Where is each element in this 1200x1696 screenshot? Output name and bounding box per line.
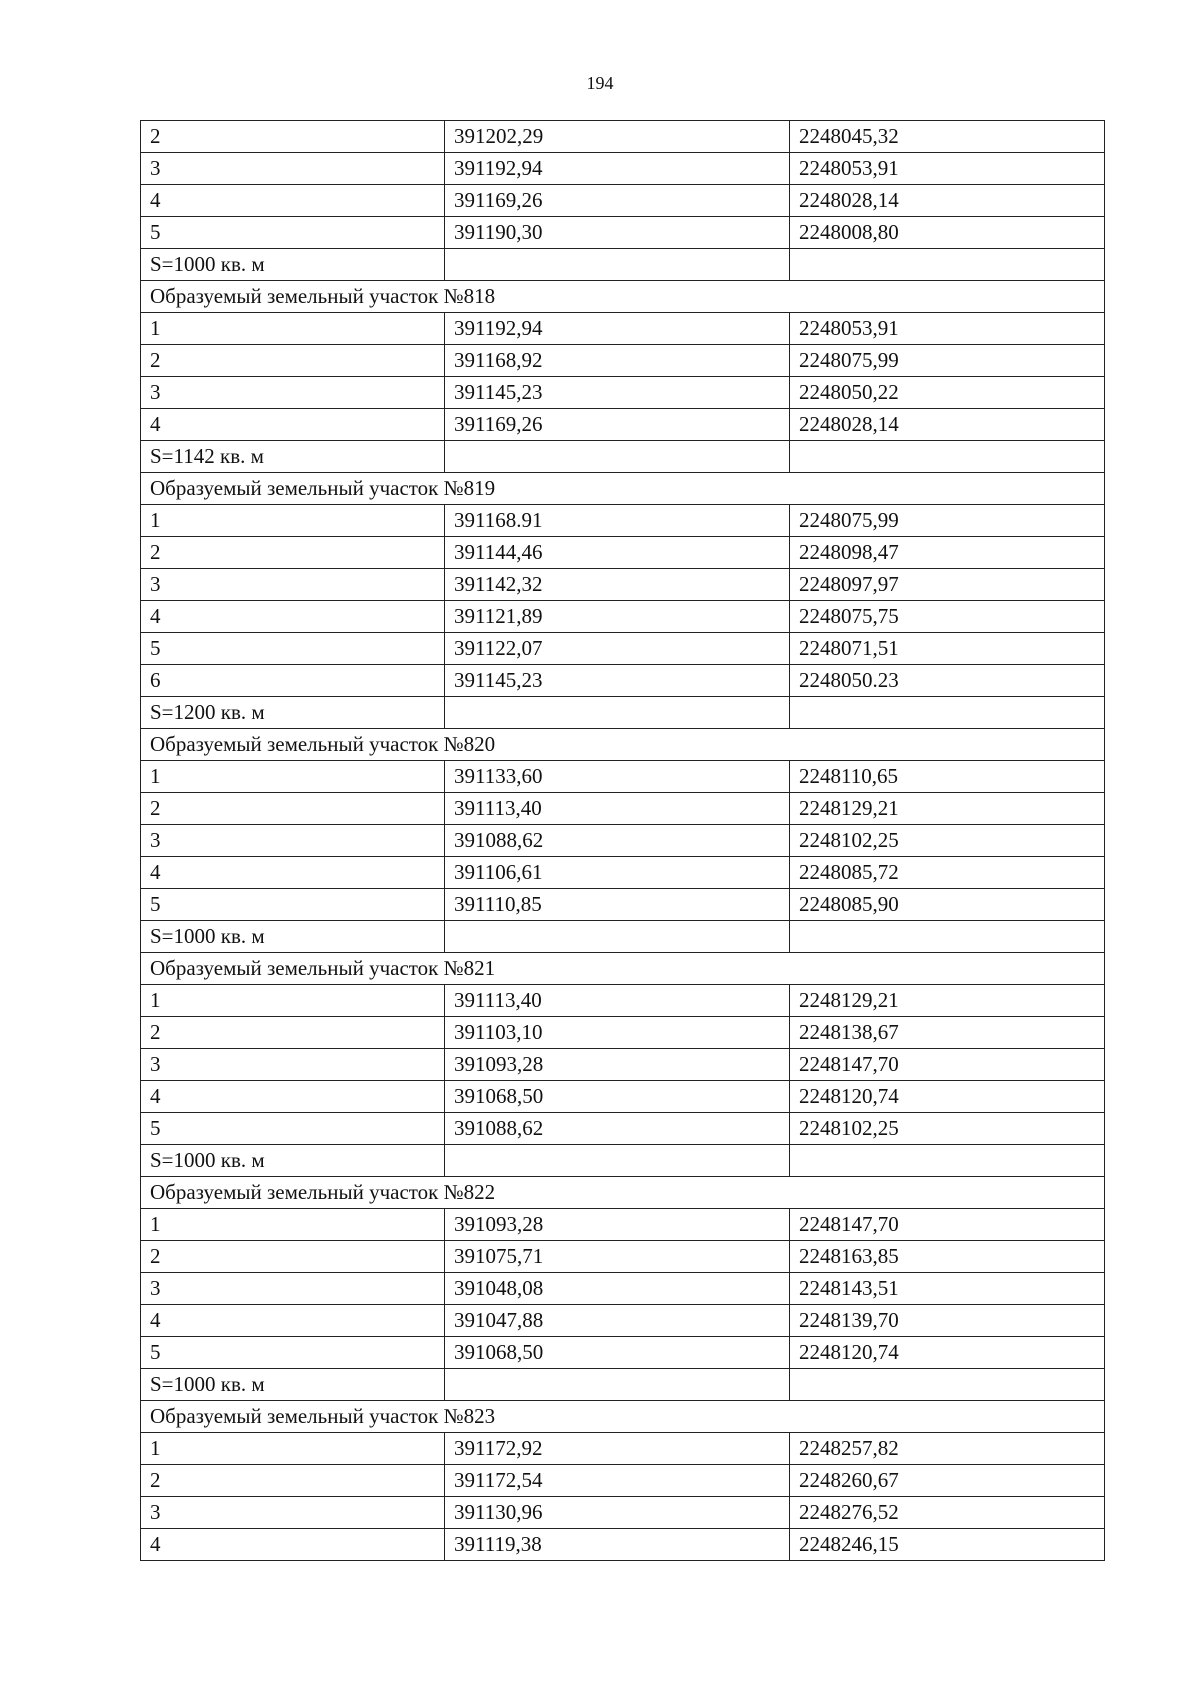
point-row [141, 1113, 1105, 1145]
x-coordinate-cell: 391088,62 [445, 825, 790, 857]
point-number-cell: 5 [141, 1337, 445, 1369]
x-coordinate-cell: 391093,28 [445, 1049, 790, 1081]
point-number-cell: 1 [141, 1209, 445, 1241]
y-coordinate-cell: 2248053,91 [790, 313, 1105, 345]
point-number-cell: 4 [141, 409, 445, 441]
point-number-cell: 2 [141, 1241, 445, 1273]
point-row [141, 121, 1105, 153]
point-row [141, 217, 1105, 249]
y-coordinate-cell: 2248129,21 [790, 985, 1105, 1017]
x-coordinate-cell: 391172,54 [445, 1465, 790, 1497]
point-row [141, 825, 1105, 857]
y-coordinate-cell: 2248053,91 [790, 153, 1105, 185]
point-row [141, 985, 1105, 1017]
x-coordinate-cell [445, 697, 790, 729]
y-coordinate-cell: 2248120,74 [790, 1081, 1105, 1113]
point-number-cell: 2 [141, 1465, 445, 1497]
parcel-title: Образуемый земельный участок №823 [141, 1401, 1105, 1433]
point-row [141, 1049, 1105, 1081]
area-row [141, 697, 1105, 729]
area-row [141, 921, 1105, 953]
y-coordinate-cell: 2248110,65 [790, 761, 1105, 793]
x-coordinate-cell: 391168,92 [445, 345, 790, 377]
y-coordinate-cell: 2248071,51 [790, 633, 1105, 665]
point-row [141, 1017, 1105, 1049]
x-coordinate-cell: 391093,28 [445, 1209, 790, 1241]
area-row [141, 441, 1105, 473]
parcel-header-row [141, 473, 1105, 505]
y-coordinate-cell: 2248276,52 [790, 1497, 1105, 1529]
point-row [141, 313, 1105, 345]
point-number-cell: 1 [141, 985, 445, 1017]
point-number-cell: 4 [141, 1081, 445, 1113]
x-coordinate-cell [445, 249, 790, 281]
y-coordinate-cell [790, 1145, 1105, 1177]
parcel-title: Образуемый земельный участок №822 [141, 1177, 1105, 1209]
area-value-cell: S=1000 кв. м [141, 1369, 445, 1401]
point-number-cell: 3 [141, 153, 445, 185]
x-coordinate-cell: 391133,60 [445, 761, 790, 793]
y-coordinate-cell: 2248075,99 [790, 505, 1105, 537]
y-coordinate-cell: 2248085,90 [790, 889, 1105, 921]
y-coordinate-cell [790, 249, 1105, 281]
point-number-cell: 2 [141, 793, 445, 825]
x-coordinate-cell [445, 921, 790, 953]
x-coordinate-cell: 391122,07 [445, 633, 790, 665]
y-coordinate-cell: 2248260,67 [790, 1465, 1105, 1497]
y-coordinate-cell: 2248085,72 [790, 857, 1105, 889]
x-coordinate-cell: 391190,30 [445, 217, 790, 249]
y-coordinate-cell: 2248028,14 [790, 409, 1105, 441]
parcel-header-row [141, 1177, 1105, 1209]
point-row [141, 601, 1105, 633]
x-coordinate-cell: 391130,96 [445, 1497, 790, 1529]
point-row [141, 1305, 1105, 1337]
point-row [141, 793, 1105, 825]
point-number-cell: 2 [141, 121, 445, 153]
point-number-cell: 3 [141, 1049, 445, 1081]
x-coordinate-cell: 391103,10 [445, 1017, 790, 1049]
point-row [141, 1497, 1105, 1529]
y-coordinate-cell: 2248129,21 [790, 793, 1105, 825]
point-row [141, 889, 1105, 921]
point-row [141, 1273, 1105, 1305]
x-coordinate-cell: 391192,94 [445, 313, 790, 345]
y-coordinate-cell: 2248028,14 [790, 185, 1105, 217]
x-coordinate-cell: 391202,29 [445, 121, 790, 153]
area-value-cell: S=1142 кв. м [141, 441, 445, 473]
area-value-cell: S=1000 кв. м [141, 1145, 445, 1177]
y-coordinate-cell [790, 1369, 1105, 1401]
point-number-cell: 4 [141, 1529, 445, 1561]
y-coordinate-cell: 2248050.23 [790, 665, 1105, 697]
coordinates-table [140, 120, 1105, 1561]
area-value-cell: S=1000 кв. м [141, 249, 445, 281]
y-coordinate-cell: 2248246,15 [790, 1529, 1105, 1561]
x-coordinate-cell: 391088,62 [445, 1113, 790, 1145]
x-coordinate-cell: 391068,50 [445, 1081, 790, 1113]
point-row [141, 1465, 1105, 1497]
point-number-cell: 4 [141, 857, 445, 889]
point-number-cell: 3 [141, 1273, 445, 1305]
area-value-cell: S=1000 кв. м [141, 921, 445, 953]
point-row [141, 1433, 1105, 1465]
point-number-cell: 1 [141, 505, 445, 537]
point-number-cell: 5 [141, 633, 445, 665]
point-row [141, 569, 1105, 601]
x-coordinate-cell: 391047,88 [445, 1305, 790, 1337]
point-row [141, 185, 1105, 217]
x-coordinate-cell: 391113,40 [445, 793, 790, 825]
x-coordinate-cell [445, 1145, 790, 1177]
x-coordinate-cell: 391168.91 [445, 505, 790, 537]
y-coordinate-cell: 2248097,97 [790, 569, 1105, 601]
x-coordinate-cell: 391144,46 [445, 537, 790, 569]
area-row [141, 1145, 1105, 1177]
x-coordinate-cell: 391048,08 [445, 1273, 790, 1305]
point-number-cell: 1 [141, 761, 445, 793]
y-coordinate-cell: 2248102,25 [790, 825, 1105, 857]
x-coordinate-cell: 391110,85 [445, 889, 790, 921]
parcel-title: Образуемый земельный участок №819 [141, 473, 1105, 505]
coordinates-table-body [141, 121, 1105, 1561]
point-row [141, 1337, 1105, 1369]
x-coordinate-cell: 391192,94 [445, 153, 790, 185]
point-number-cell: 2 [141, 1017, 445, 1049]
point-row [141, 857, 1105, 889]
x-coordinate-cell: 391169,26 [445, 185, 790, 217]
parcel-title: Образуемый земельный участок №818 [141, 281, 1105, 313]
x-coordinate-cell: 391172,92 [445, 1433, 790, 1465]
y-coordinate-cell: 2248098,47 [790, 537, 1105, 569]
point-number-cell: 4 [141, 601, 445, 633]
y-coordinate-cell: 2248147,70 [790, 1209, 1105, 1241]
point-row [141, 1209, 1105, 1241]
point-number-cell: 4 [141, 185, 445, 217]
y-coordinate-cell: 2248045,32 [790, 121, 1105, 153]
y-coordinate-cell: 2248163,85 [790, 1241, 1105, 1273]
point-row [141, 761, 1105, 793]
y-coordinate-cell: 2248147,70 [790, 1049, 1105, 1081]
y-coordinate-cell: 2248143,51 [790, 1273, 1105, 1305]
point-row [141, 1529, 1105, 1561]
x-coordinate-cell: 391121,89 [445, 601, 790, 633]
x-coordinate-cell [445, 441, 790, 473]
point-number-cell: 3 [141, 569, 445, 601]
y-coordinate-cell: 2248075,99 [790, 345, 1105, 377]
point-row [141, 633, 1105, 665]
point-number-cell: 5 [141, 889, 445, 921]
point-number-cell: 5 [141, 1113, 445, 1145]
point-row [141, 665, 1105, 697]
point-row [141, 1081, 1105, 1113]
x-coordinate-cell: 391169,26 [445, 409, 790, 441]
y-coordinate-cell [790, 441, 1105, 473]
x-coordinate-cell: 391145,23 [445, 377, 790, 409]
y-coordinate-cell: 2248050,22 [790, 377, 1105, 409]
y-coordinate-cell: 2248257,82 [790, 1433, 1105, 1465]
x-coordinate-cell: 391068,50 [445, 1337, 790, 1369]
area-row [141, 249, 1105, 281]
point-row [141, 153, 1105, 185]
parcel-header-row [141, 1401, 1105, 1433]
area-row [141, 1369, 1105, 1401]
point-number-cell: 2 [141, 345, 445, 377]
x-coordinate-cell: 391106,61 [445, 857, 790, 889]
parcel-header-row [141, 729, 1105, 761]
x-coordinate-cell: 391142,32 [445, 569, 790, 601]
point-number-cell: 2 [141, 537, 445, 569]
y-coordinate-cell: 2248075,75 [790, 601, 1105, 633]
y-coordinate-cell: 2248102,25 [790, 1113, 1105, 1145]
point-number-cell: 5 [141, 217, 445, 249]
page-number: 194 [586, 73, 614, 93]
x-coordinate-cell: 391119,38 [445, 1529, 790, 1561]
point-row [141, 377, 1105, 409]
point-row [141, 1241, 1105, 1273]
area-value-cell: S=1200 кв. м [141, 697, 445, 729]
x-coordinate-cell: 391113,40 [445, 985, 790, 1017]
parcel-header-row [141, 281, 1105, 313]
point-number-cell: 6 [141, 665, 445, 697]
point-row [141, 505, 1105, 537]
x-coordinate-cell [445, 1369, 790, 1401]
point-number-cell: 1 [141, 313, 445, 345]
y-coordinate-cell: 2248138,67 [790, 1017, 1105, 1049]
point-row [141, 409, 1105, 441]
point-row [141, 537, 1105, 569]
x-coordinate-cell: 391075,71 [445, 1241, 790, 1273]
y-coordinate-cell [790, 921, 1105, 953]
y-coordinate-cell: 2248008,80 [790, 217, 1105, 249]
y-coordinate-cell: 2248120,74 [790, 1337, 1105, 1369]
point-number-cell: 3 [141, 825, 445, 857]
parcel-header-row [141, 953, 1105, 985]
parcel-title: Образуемый земельный участок №821 [141, 953, 1105, 985]
point-number-cell: 1 [141, 1433, 445, 1465]
y-coordinate-cell: 2248139,70 [790, 1305, 1105, 1337]
x-coordinate-cell: 391145,23 [445, 665, 790, 697]
point-row [141, 345, 1105, 377]
point-number-cell: 3 [141, 1497, 445, 1529]
point-number-cell: 4 [141, 1305, 445, 1337]
y-coordinate-cell [790, 697, 1105, 729]
parcel-title: Образуемый земельный участок №820 [141, 729, 1105, 761]
point-number-cell: 3 [141, 377, 445, 409]
